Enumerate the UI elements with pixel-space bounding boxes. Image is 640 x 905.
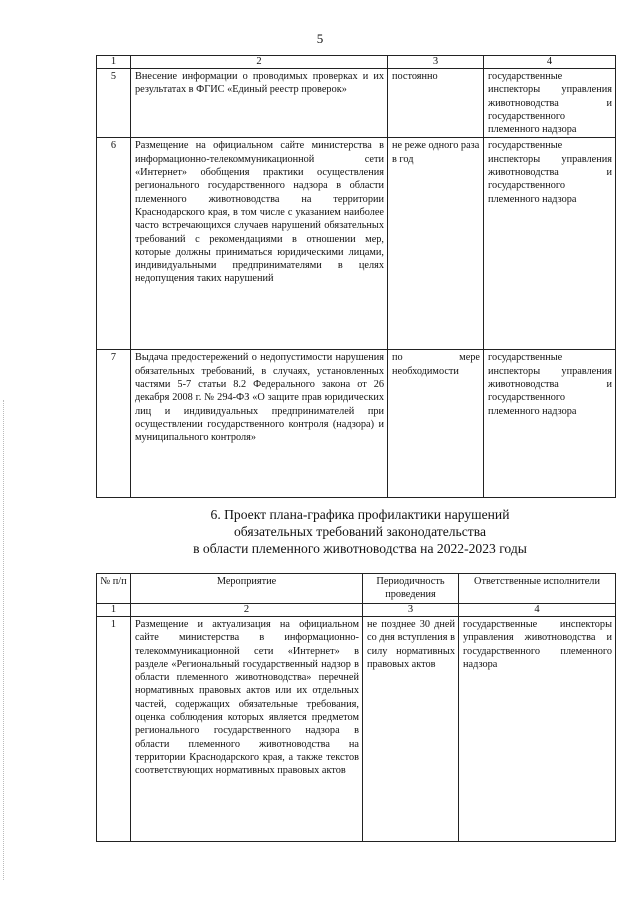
period-cell: не позднее 30 дней со дня вступления в силу нормативных правовых актов [363,617,459,842]
row-number: 5 [97,69,131,138]
header-activity: Мероприятие [131,574,363,604]
activity-cell: Размещение на официальном сайте министерства в информационно-телекоммуникационной сети «Интернет» обобщения практики осуществления регионального государственного надзора в области племенного животноводства на территории Краснодарского края, в том числе с указанием наиболее часто встречающихся случаев нарушений обязательных требований с рекомендациями в отношении мер, которые должны приниматься юридическими лицами, индивидуальными предпринимателями в целях недопущения таких нарушений [131,138,388,350]
activity-cell: Внесение информации о проводимых проверках и их результатах в ФГИС «Единый реестр проверок» [131,69,388,138]
prevention-plan-table [96,573,616,842]
column-number: 2 [131,604,363,617]
section-title-line: 6. Проект плана-графика профилактики нарушений [210,507,510,522]
column-number: 2 [131,56,388,69]
column-number-row [97,56,616,69]
column-number: 3 [388,56,484,69]
section-title-line: в области племенного животноводства на 2022-2023 годы [193,541,527,556]
column-number: 4 [459,604,616,617]
period-cell: не реже одного раза в год [388,138,484,350]
column-number: 4 [484,56,616,69]
activities-table-continued [96,55,616,498]
activity-cell: Размещение и актуализация на официальном сайте министерства в информационно-телекоммуникационной сети «Интернет» в разделе «Региональный государственный надзор в области племенного животноводства» перечней нормативных правовых актов или их отдельных частей, содержащих обязательные требования, оценка соблюдения которых является предметом регионального государственного надзора в области племенного животноводства на территории Краснодарского края, а также текстов соответствующих нормативных правовых актов [131,617,363,842]
table-row [97,69,616,138]
responsible-cell: государственные инспекторы управления животноводства и государственного племенного надзора [484,69,616,138]
page-number: 5 [316,31,324,46]
table-row [97,350,616,498]
table-row [97,617,616,842]
table-header-row [97,574,616,604]
scan-edge-marks [3,400,5,880]
section-title-line: обязательных требований законодательства [234,524,486,539]
responsible-cell: государственные инспекторы управления животноводства и государственного племенного надзора [484,350,616,498]
header-period: Периодичность проведения [363,574,459,604]
table-row [97,138,616,350]
responsible-cell: государственные инспекторы управления животноводства и государственного племенного надзора [459,617,616,842]
period-cell: по мере необходимости [388,350,484,498]
column-number: 1 [97,56,131,69]
row-number: 7 [97,350,131,498]
row-number: 6 [97,138,131,350]
column-number: 1 [97,604,131,617]
row-number: 1 [97,617,131,842]
header-num: № п/п [97,574,131,604]
period-cell: постоянно [388,69,484,138]
column-number: 3 [363,604,459,617]
header-responsible: Ответственные исполнители [459,574,616,604]
responsible-cell: государственные инспекторы управления животноводства и государственного племенного надзора [484,138,616,350]
column-number-row [97,604,616,617]
activity-cell: Выдача предостережений о недопустимости нарушения обязательных требований, в случаях, установленных частями 5-7 статьи 8.2 Федерального закона от 26 декабря 2008 г. № 294-ФЗ «О защите прав юридических лиц и индивидуальных предпринимателей при осуществлении государственного контроля (надзора) и муниципального контроля» [131,350,388,498]
section-title [120,506,600,557]
